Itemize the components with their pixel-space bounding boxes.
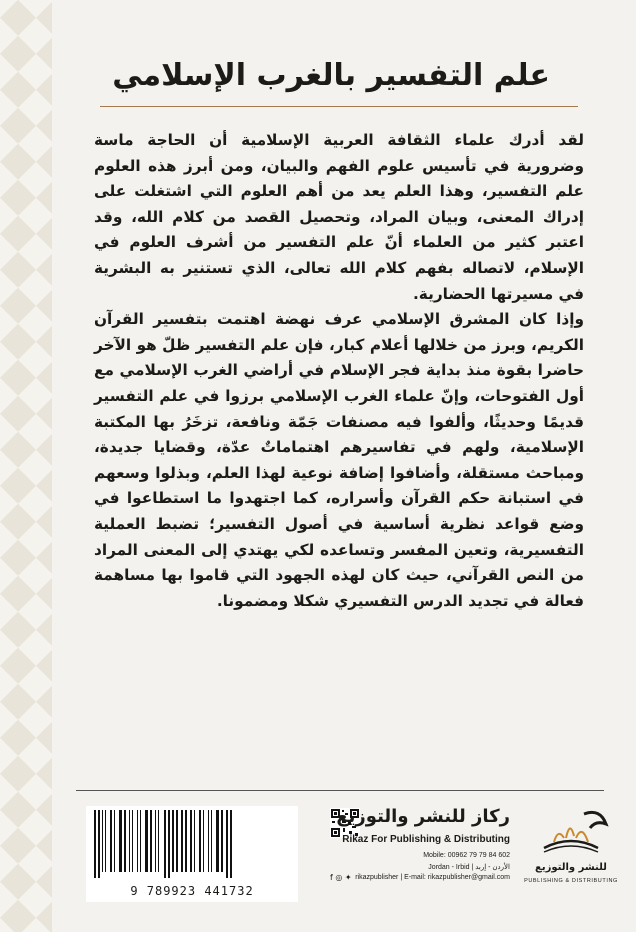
logo-text-arabic: للنشر والتوزيع (535, 862, 607, 873)
title-divider (100, 106, 578, 107)
logo-text-english: PUBLISHING & DISTRIBUTING (524, 878, 618, 884)
publisher-mobile: Mobile: 00962 79 79 84 602 (423, 852, 510, 859)
publisher-logo (524, 804, 618, 902)
page-title: علم التفسير بالغرب الإسلامي (112, 58, 550, 93)
publisher-info (330, 806, 510, 902)
body-text (94, 128, 584, 614)
publisher-email: rikazpublisher | E-mail: rikazpublisher@gmail.com (355, 874, 510, 881)
publisher-name-english: Rikaz For Publishing & Distributing (342, 834, 510, 845)
isbn-digits: 9 789923 441732 (130, 884, 254, 898)
paragraph-1: لقد أدرك علماء الثقافة العربية الإسلامية أن الحاجة ماسة وضرورية في تأسيس علوم الفهم والبيان، ومن أبرز هذه العلوم علم التفسير، وهذا العلم يعد من أهم العلوم التي اشتغلت على إدراك المعنى، وبيان المراد، وتحصيل القصد من كلام الله، وقد اعتبر كثير من العلماء أنّ علم التفسير من أشرف العلوم في الإسلام، لاتصاله بفهم كلام الله تعالى، الذي تستنير به البشرية في مسيرتها الحضارية. (94, 131, 584, 303)
decorative-pattern-strip (0, 0, 52, 932)
paragraph-2: وإذا كان المشرق الإسلامي عرف نهضة اهتمت بتفسير القرآن الكريم، وبرز من خلالها أعلام كبار، فإن علم التفسير ظلّ هو الآخر حاضرا بقوة منذ بداية فجر الإسلام في أراضي الغرب الإسلامي مع أول الفتوحات، وإنّ علماء الغرب الإسلامي برزوا في علم التفسير قديمًا وحديثًا، وألفوا فيه مصنفات جَمّة ونافعة، تزخَرُ بها المكتبة الإسلامية، ولهم في تفاسيرهم اهتماماتٌ عدّة، وقضايا جديدة، ومباحث مستقلة، وأضافوا إضافة نوعية لهذا العلم، وبذلوا وسعهم في استبانة حكم القرآن وأسراره، كما اجتهدوا ما استطاعوا في وضع قواعد نظرية أساسية في أصول التفسير؛ تضبط العملية التفسيرية، وتعين المفسر وتساعده لكي يهتدي إلى المعنى المراد من النص القرآني، حيث كان لهذه الجهود التي قاموا بها مساهمة فعالة في تجديد الدرس التفسيري شكلا ومضمونا. (94, 310, 584, 610)
book-logo-icon (524, 804, 618, 862)
footer-divider (76, 790, 604, 791)
barcode-bars (86, 806, 298, 880)
publisher-location: Jordan - Irbid | الأردن - إربد (428, 864, 510, 871)
social-media-icons: f ◎ ✦ (330, 873, 352, 882)
isbn-barcode (86, 806, 298, 902)
publisher-name-arabic: ركاز للنشر والتوزيع (336, 806, 510, 827)
